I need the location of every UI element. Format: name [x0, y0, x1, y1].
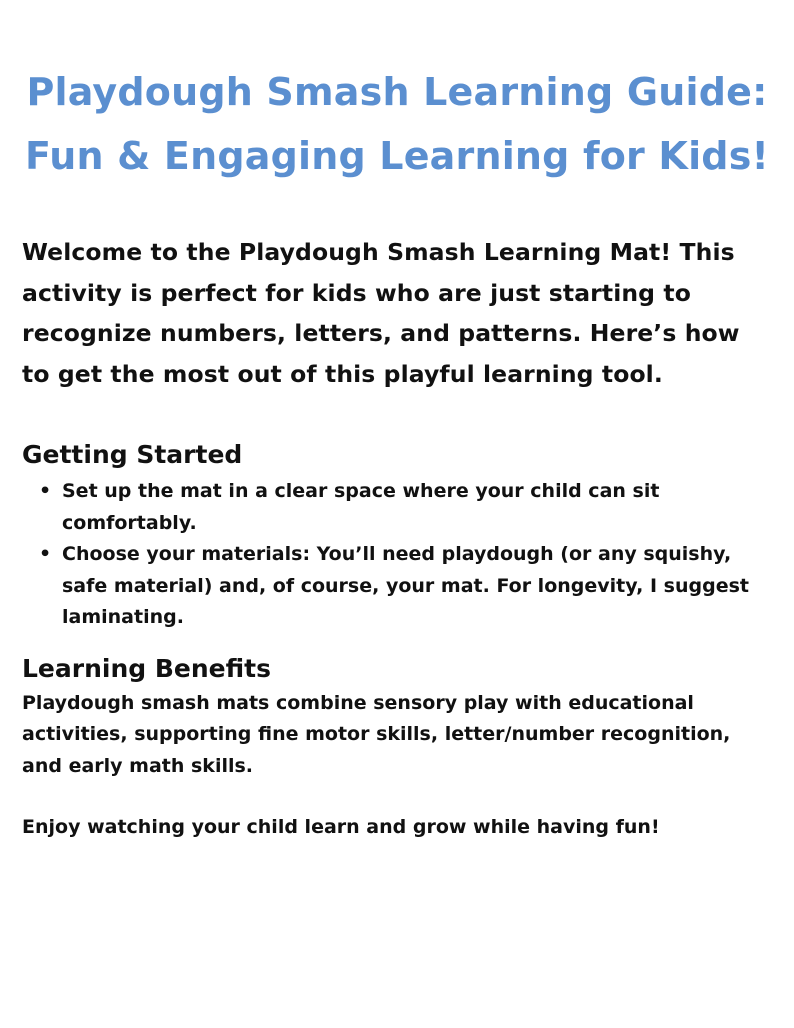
list-item — [39, 539, 772, 634]
getting-started-heading: Getting Started — [22, 440, 243, 469]
list-item-text: Choose your materials: You’ll need playdough (or any squishy, safe material) and, of course, your mat. For longevity, I suggest laminating. — [62, 543, 749, 628]
list-item — [39, 476, 772, 539]
intro-paragraph: Welcome to the Playdough Smash Learning Mat! This activity is perfect for kids who are just starting to recognize numbers, letters, and patterns. Here’s how to get the most out of this playful learning tool. — [22, 238, 740, 388]
bullet-icon: • — [39, 543, 52, 565]
learning-benefits-text: Playdough smash mats combine sensory play with educational activities, supporting fine motor skills, letter/number recognition, and early math skills. — [22, 691, 731, 777]
bullet-icon: • — [39, 480, 52, 502]
closing-text: Enjoy watching your child learn and grow while having fun! — [22, 816, 660, 838]
learning-benefits-heading: Learning Benefits — [22, 653, 271, 683]
list-item-text: Set up the mat in a clear space where your child can sit comfortably. — [62, 480, 660, 534]
getting-started-list — [22, 476, 772, 634]
page-title: Playdough Smash Learning Guide: Fun & Engaging Learning for Kids! — [24, 70, 770, 178]
